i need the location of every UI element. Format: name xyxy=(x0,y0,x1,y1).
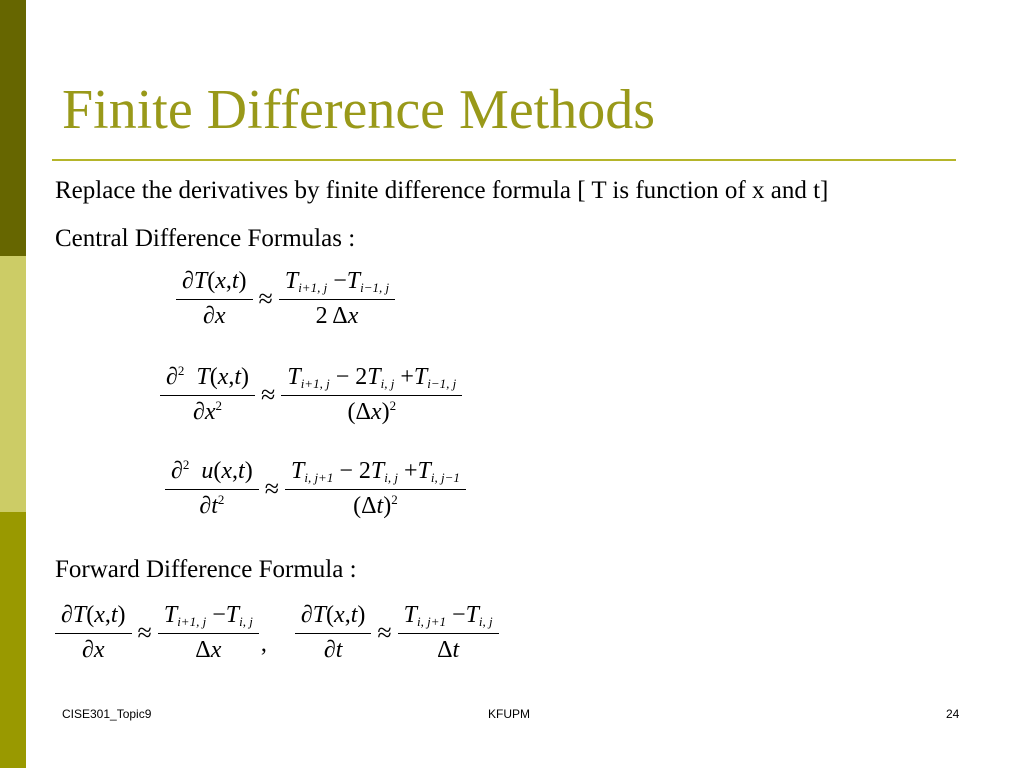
title-underline xyxy=(52,159,956,161)
equation-forward-differences xyxy=(55,602,499,665)
approx-symbol: ≈ xyxy=(261,380,276,410)
forward-difference-heading: Forward Difference Formula : xyxy=(55,556,357,583)
accent-bar-top xyxy=(0,0,26,256)
footer-page-number: 24 xyxy=(946,707,960,721)
accent-bar-bottom xyxy=(0,512,26,768)
fraction-lhs: $\frac{\partial^2 T(x,t)}{\partial x^2}$ xyxy=(160,364,255,426)
footer-institution: KFUPM xyxy=(488,707,530,721)
fraction-lhs-x: $\frac{\partial T(x,t)}{\partial x}$ xyxy=(55,602,132,664)
central-difference-heading: Central Difference Formulas : xyxy=(55,225,356,252)
fraction-rhs-t: $\frac{T_{i, j+1} -T_{i, j}}{\Delta t}$ xyxy=(398,602,499,665)
fraction-rhs: $\frac{T_{i, j+1} - 2T_{i, j} +T_{i, j-1}}{(\Delta t)^2}$ xyxy=(285,458,466,521)
comma-separator: , xyxy=(260,630,267,657)
equation-second-derivative-x xyxy=(160,364,462,427)
approx-symbol: ≈ xyxy=(377,618,392,648)
approx-symbol: ≈ xyxy=(137,618,152,648)
equation-second-derivative-t xyxy=(165,458,466,521)
accent-bar-middle xyxy=(0,256,26,512)
fraction-rhs-x: $\frac{T_{i+1, j} -T_{i, j}}{\Delta x}$ xyxy=(158,602,259,665)
fraction-rhs: $\frac{T_{i+1, j} -T_{i-1, j}}{2 \Delta x}$ xyxy=(279,268,395,331)
approx-symbol: ≈ xyxy=(264,474,279,504)
intro-text: Replace the derivatives by finite difference formula [ T is function of x and t] xyxy=(55,177,829,204)
fraction-lhs: $\frac{\partial^2 u(x,t)}{\partial t^2}$ xyxy=(165,458,259,520)
fraction-rhs: $\frac{T_{i+1, j} - 2T_{i, j} +T_{i-1, j}}{(\Delta x)^2}$ xyxy=(281,364,462,427)
fraction-lhs-t: $\frac{\partial T(x,t)}{\partial t}$ xyxy=(295,602,372,664)
footer-course: CISE301_Topic9 xyxy=(62,707,152,721)
equation-first-derivative-central xyxy=(176,268,395,331)
approx-symbol: ≈ xyxy=(258,284,273,314)
fraction-lhs: $\frac{\partial T(x,t)}{\partial x}$ xyxy=(176,268,253,330)
slide-title: Finite Difference Methods xyxy=(62,79,656,141)
